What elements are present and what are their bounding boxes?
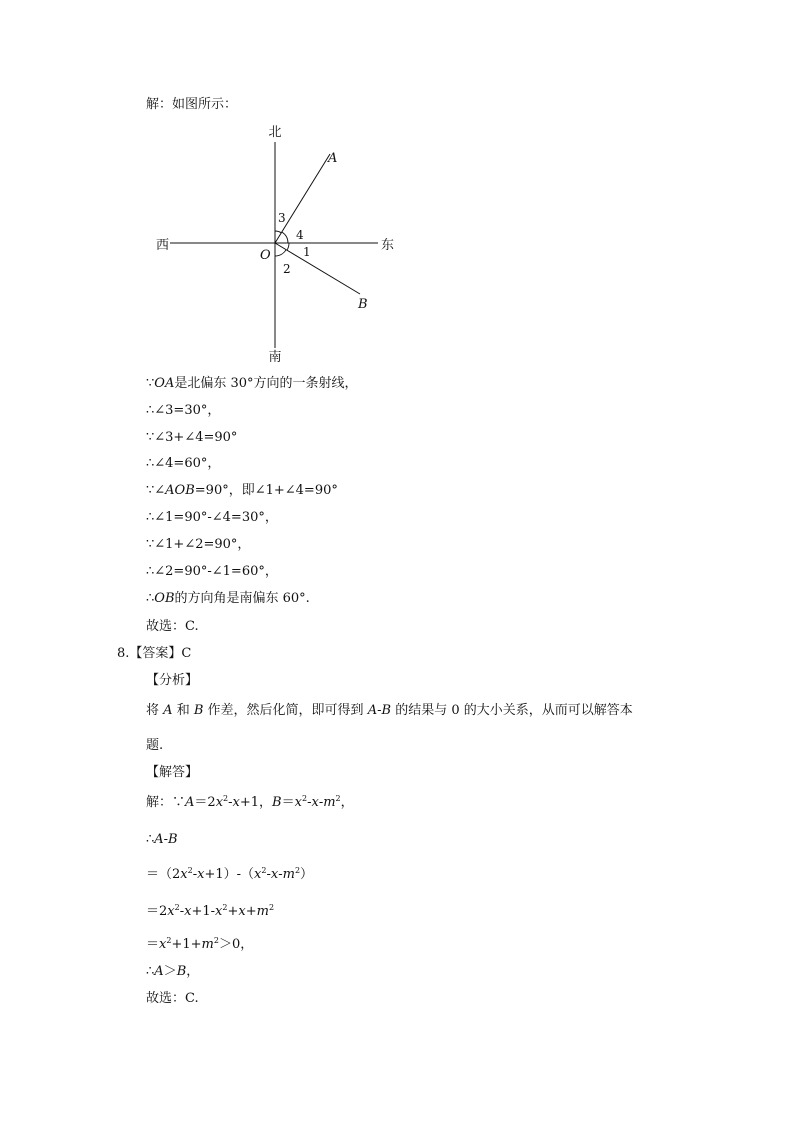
reasoning-line-8: ∴∠2=90°-∠1=60°，	[146, 564, 278, 579]
solution-line-5: $=x^2+1+m^2>0$，	[146, 936, 254, 952]
angle2-label: 2	[283, 262, 291, 276]
reasoning-line-4: ∴∠4=60°，	[146, 456, 221, 471]
intro-text: 解：如图所示：	[146, 97, 238, 112]
solution-line-2: ∴A-B	[146, 832, 178, 847]
angle2-arc	[275, 250, 286, 256]
reasoning-line-1: ∵OA是北偏东 30°方向的一条射线，	[146, 376, 358, 391]
reasoning-line-5: ∵∠AOB=90°，即∠1+∠4=90°	[146, 483, 338, 498]
east-label: 东	[381, 238, 395, 253]
solution-tag: 【解答】	[146, 765, 199, 780]
west-label: 西	[156, 238, 170, 253]
reasoning-line-6: ∴∠1=90°-∠4=30°，	[146, 510, 278, 525]
north-label: 北	[268, 125, 282, 140]
angle1-arc	[287, 243, 289, 250]
answer-value: C	[181, 646, 192, 661]
reasoning-line-2: ∴∠3=30°，	[146, 403, 221, 418]
answer-tag: 【答案】	[129, 646, 182, 661]
angle3-label: 3	[278, 211, 286, 225]
choice-line-q7: 故选：C.	[146, 619, 199, 634]
reasoning-line-7: ∵∠1+∠2=90°，	[146, 537, 251, 552]
direction-diagram	[150, 118, 410, 370]
origin-label: O	[260, 248, 271, 263]
angle4-arc	[282, 232, 288, 243]
angle1-label: 1	[303, 245, 311, 259]
south-label: 南	[268, 350, 282, 365]
angle4-label: 4	[296, 228, 304, 242]
point-a-label: A	[328, 151, 338, 166]
analysis-text: 将 A 和 B 作差，然后化简，即可得到 A-B 的结果与 0 的大小关系，从而可以解答本	[146, 703, 633, 718]
reasoning-line-9: ∴OB的方向角是南偏东 60°.	[146, 591, 310, 606]
q8-answer-line	[117, 646, 191, 662]
point-b-label: B	[358, 297, 368, 312]
solution-line-1: 解：$\because A=2x^2-x+1$，$B=x^2-x-m^2$，	[146, 794, 354, 810]
solution-line-3: $=(2x^2-x+1)-(x^2-x-m^2)$	[146, 866, 314, 882]
angle3-arc	[275, 231, 281, 233]
solution-line-6: ∴A＞B，	[146, 964, 200, 979]
reasoning-line-3: ∵∠3+∠4=90°	[146, 430, 238, 445]
choice-line-q8: 故选：C.	[146, 991, 199, 1006]
solution-line-4: $=2x^2-x+1-x^2+x+m^2$	[146, 903, 275, 919]
analysis-tag: 【分析】	[146, 673, 199, 688]
analysis-text-cont: 题.	[146, 738, 164, 753]
question-number: 8.	[117, 646, 130, 661]
